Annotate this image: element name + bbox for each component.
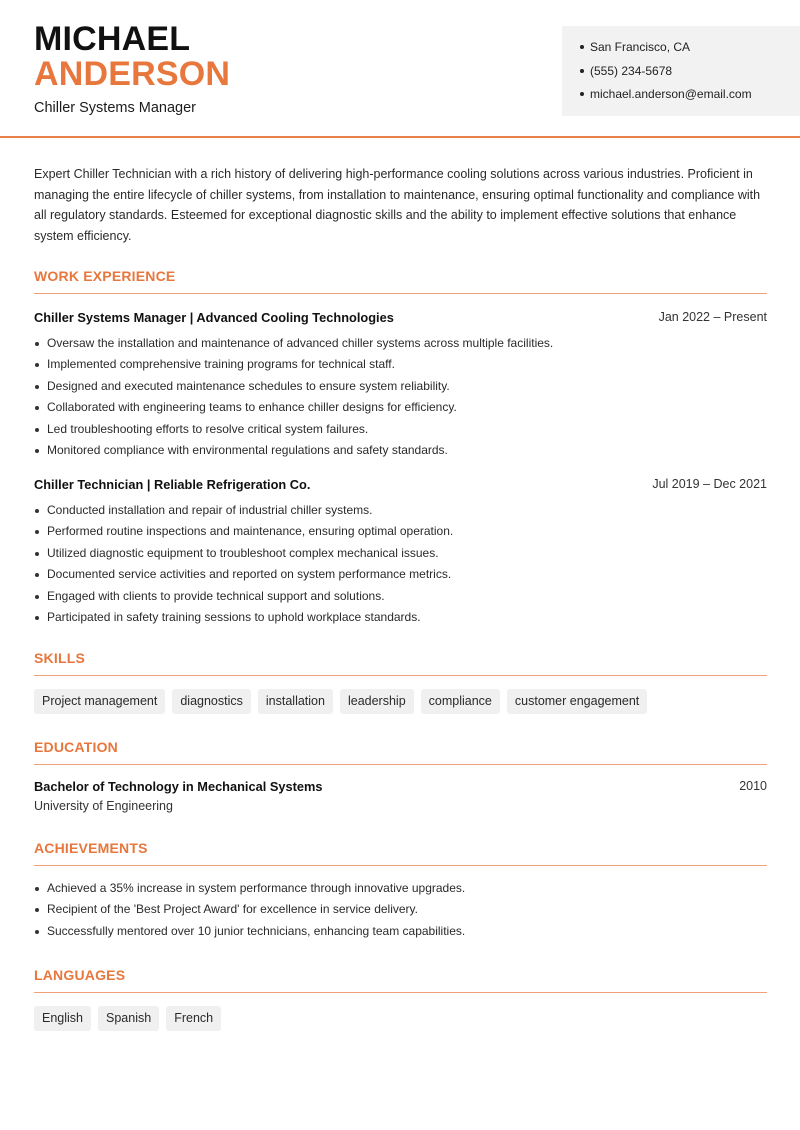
list-item: Led troubleshooting efforts to resolve critical system failures. <box>34 419 774 440</box>
contact-email[interactable]: michael.anderson@email.com <box>580 86 800 110</box>
achievements-heading: ACHIEVEMENTS <box>34 840 767 866</box>
list-item: Designed and executed maintenance schedules to ensure system reliability. <box>34 376 774 397</box>
list-item: Implemented comprehensive training programs for technical staff. <box>34 354 774 375</box>
contact-box <box>562 26 800 116</box>
contact-phone[interactable]: (555) 234-5678 <box>580 63 800 87</box>
education-year: 2010 <box>739 779 767 793</box>
list-item: Monitored compliance with environmental regulations and safety standards. <box>34 440 774 461</box>
resume-header <box>0 0 800 138</box>
job-1-title: Chiller Systems Manager | Advanced Cooling Technologies <box>34 310 394 325</box>
education-heading: EDUCATION <box>34 739 767 765</box>
first-name: MICHAEL <box>34 20 191 58</box>
contact-location: San Francisco, CA <box>580 39 800 63</box>
education-degree: Bachelor of Technology in Mechanical Systems <box>34 779 323 794</box>
list-item: Recipient of the 'Best Project Award' for excellence in service delivery. <box>34 899 774 920</box>
languages-tags <box>34 1006 221 1031</box>
last-name: ANDERSON <box>34 55 231 93</box>
job-2-title: Chiller Technician | Reliable Refrigeration Co. <box>34 477 311 492</box>
job-role: Chiller Systems Manager <box>34 100 196 116</box>
summary-text: Expert Chiller Technician with a rich history of delivering high-performance cooling solutions across various industries. Proficient in managing the entire lifecycle of chiller systems, from installation to maintenance, ensuring optimal functionality and compliance with all regulatory standards. Esteemed for exceptional diagnostic skills and the ability to implement effective solutions that enhance system efficiency. <box>34 167 761 243</box>
education-school: University of Engineering <box>34 799 173 813</box>
skill-tag: customer engagement <box>507 689 647 714</box>
work-experience-heading: WORK EXPERIENCE <box>34 268 767 294</box>
list-item: Utilized diagnostic equipment to troubleshoot complex mechanical issues. <box>34 543 774 564</box>
languages-heading: LANGUAGES <box>34 967 767 993</box>
job-2-bullets <box>34 500 774 628</box>
skills-tags <box>34 689 647 714</box>
list-item: Participated in safety training sessions to uphold workplace standards. <box>34 607 774 628</box>
skill-tag: leadership <box>340 689 414 714</box>
language-tag: Spanish <box>98 1006 159 1031</box>
skills-heading: SKILLS <box>34 650 767 676</box>
job-1-dates: Jan 2022 – Present <box>658 310 767 324</box>
skill-tag: Project management <box>34 689 165 714</box>
list-item: Achieved a 35% increase in system performance through innovative upgrades. <box>34 878 774 899</box>
list-item: Documented service activities and reported on system performance metrics. <box>34 564 774 585</box>
skill-tag: diagnostics <box>172 689 251 714</box>
list-item: Conducted installation and repair of industrial chiller systems. <box>34 500 774 521</box>
skill-tag: compliance <box>421 689 500 714</box>
candidate-name <box>34 22 230 92</box>
job-1-bullets <box>34 333 774 461</box>
list-item: Collaborated with engineering teams to enhance chiller designs for efficiency. <box>34 397 774 418</box>
achievements-list <box>34 878 774 942</box>
list-item: Performed routine inspections and maintenance, ensuring optimal operation. <box>34 521 774 542</box>
language-tag: French <box>166 1006 221 1031</box>
list-item: Oversaw the installation and maintenance of advanced chiller systems across multiple facilities. <box>34 333 774 354</box>
language-tag: English <box>34 1006 91 1031</box>
job-2-dates: Jul 2019 – Dec 2021 <box>652 477 767 491</box>
skill-tag: installation <box>258 689 333 714</box>
list-item: Successfully mentored over 10 junior technicians, enhancing team capabilities. <box>34 921 774 942</box>
list-item: Engaged with clients to provide technical support and solutions. <box>34 586 774 607</box>
